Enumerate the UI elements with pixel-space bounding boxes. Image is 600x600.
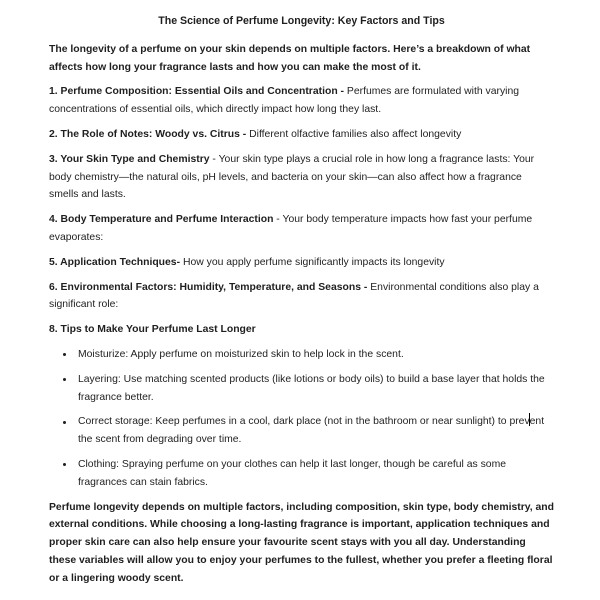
tip-text: Layering: Use matching scented products (like lotions or body oils) to build a base layer that holds the fragrance better.	[78, 373, 545, 403]
bullet-icon	[63, 378, 66, 381]
section-body-text: Different olfactive families also affect longevity	[246, 128, 462, 140]
bullet-icon	[63, 463, 66, 466]
section-paragraph[interactable]	[49, 151, 554, 204]
section-heading-text: 5. Application Techniques-	[49, 256, 181, 268]
tip-text-after-cursor: ent the scent from degrading over time.	[78, 416, 545, 446]
section-heading-text: 4. Body Temperature and Perfume Interaction	[49, 214, 274, 226]
tip-text: Clothing: Spraying perfume on your clothes can help it last longer, though be careful as some fragrances can stain fabrics.	[78, 458, 506, 488]
section-body-text: Environmental conditions also play a significant role:	[49, 281, 539, 311]
sections-container	[49, 83, 554, 339]
document-title[interactable]: The Science of Perfume Longevity: Key Factors and Tips	[158, 15, 445, 27]
section-body-text: - Your skin type plays a crucial role in how long a fragrance lasts: Your body chemistry—the natural oils, pH levels, and bacteria on your skin—can also affect how a fragrance smells and lasts.	[49, 153, 535, 201]
section-paragraph[interactable]	[49, 279, 554, 315]
section-paragraph[interactable]	[49, 321, 554, 339]
section-paragraph[interactable]	[49, 126, 554, 144]
section-paragraph[interactable]	[49, 83, 554, 119]
bullet-icon	[63, 421, 66, 424]
closing-paragraph[interactable]: Perfume longevity depends on multiple factors, including composition, skin type, body chemistry, and external conditions. While choosing a long-lasting fragrance is important, application techniques and proper skin care can also help ensure your favourite scent stays with you all day. Understanding these variables will allow you to enjoy your perfumes to the fullest, whether you prefer a fleeting floral or a lingering woody scent.	[49, 501, 554, 584]
section-body-text: How you apply perfume significantly impacts its longevity	[180, 256, 445, 268]
section-heading-text: 6. Environmental Factors: Humidity, Temperature, and Seasons -	[49, 281, 368, 293]
list-item[interactable]	[49, 413, 554, 449]
section-body-text: - Your body temperature impacts how fast your perfume evaporates:	[49, 214, 533, 243]
list-item[interactable]	[49, 456, 554, 492]
tip-text	[78, 416, 544, 445]
list-item[interactable]	[49, 346, 554, 364]
bullet-icon	[63, 353, 66, 356]
section-heading-text: 2. The Role of Notes: Woody vs. Citrus -	[49, 128, 247, 140]
section-heading-text: 1. Perfume Composition: Essential Oils and Concentration -	[49, 86, 345, 98]
section-heading-text: 8. Tips to Make Your Perfume Last Longer	[49, 324, 256, 336]
section-heading-text: 3. Your Skin Type and Chemistry	[49, 153, 210, 165]
tip-text: Moisturize: Apply perfume on moisturized skin to help lock in the scent.	[78, 348, 404, 360]
intro-paragraph[interactable]: The longevity of a perfume on your skin depends on multiple factors. Here’s a breakdown of what affects how long your fragrance lasts and how you can make the most of it.	[49, 43, 531, 73]
section-body-text: Perfumes are formulated with varying concentrations of essential oils, which directly impact how long they last.	[49, 86, 520, 116]
list-item[interactable]	[49, 371, 554, 407]
tips-list	[49, 346, 554, 492]
tip-text-before-cursor: Correct storage: Keep perfumes in a cool, dark place (not in the bathroom or near sunlight) to prev	[78, 416, 530, 428]
section-paragraph[interactable]	[49, 211, 554, 247]
section-paragraph[interactable]	[49, 254, 554, 272]
